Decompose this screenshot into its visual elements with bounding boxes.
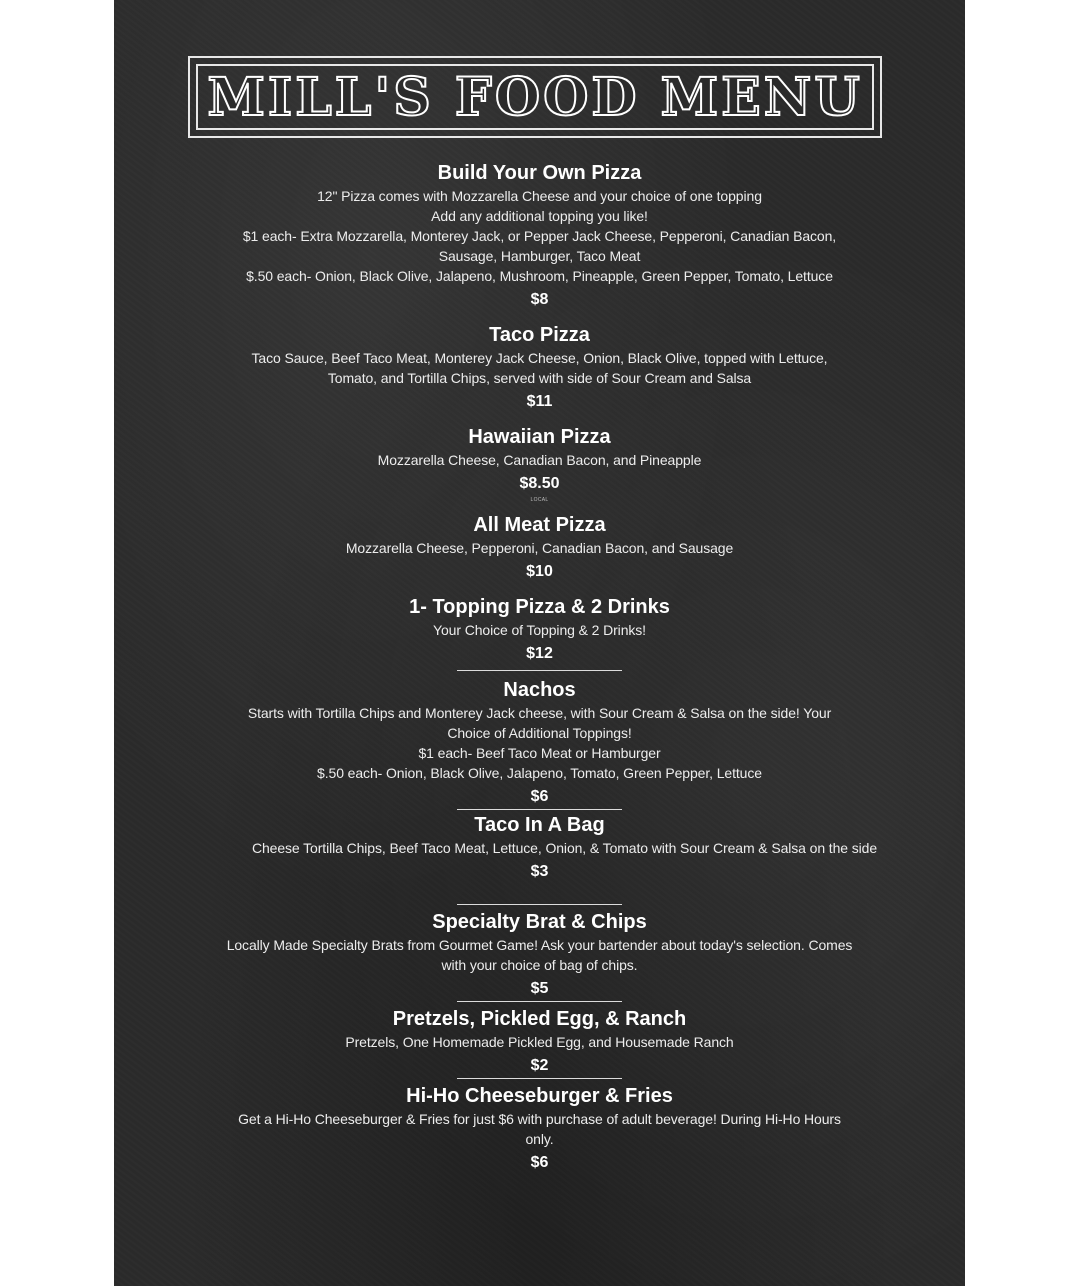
item-description: Mozzarella Cheese, Pepperoni, Canadian Bacon, and Sausage [345,540,734,556]
title-inner-border [196,64,874,130]
menu-item-taco-pizza [215,322,865,414]
item-description: Get a Hi-Ho Cheeseburger & Fries for just $6 with purchase of adult beverage! During Hi-Ho Hours only. [238,1111,841,1147]
menu-item-taco-in-a-bag [215,812,878,884]
menu-title: MILL'S FOOD MENU [207,66,863,128]
item-description: 12" Pizza comes with Mozzarella Cheese and your choice of one topping [317,188,762,204]
section-divider [457,1001,622,1002]
item-price: $10 [526,563,553,580]
menu-item-nachos [215,677,865,809]
item-name: All Meat Pizza [473,514,606,536]
item-name: Taco Pizza [489,324,590,346]
item-name: Specialty Brat & Chips [432,911,647,933]
item-description: Locally Made Specialty Brats from Gourmet Game! Ask your bartender about today's selection. Comes with your choice of bag of chips. [226,937,853,973]
section-divider [457,1078,622,1079]
section-divider [457,904,622,905]
menu-item-pretzels-pickled-egg-ranch [215,1006,865,1078]
menu-item-hawaiian-pizza [215,424,865,504]
item-price: $5 [530,980,549,997]
title-frame [188,56,882,138]
item-price: $3 [530,863,549,880]
item-description: Your Choice of Topping & 2 Drinks! [433,622,646,638]
item-name: Hawaiian Pizza [468,426,611,448]
item-description: Cheese Tortilla Chips, Beef Taco Meat, Lettuce, Onion, & Tomato with Sour Cream & Salsa on the side [251,840,878,856]
item-price: $12 [526,645,553,662]
item-description: $.50 each- Onion, Black Olive, Jalapeno, Mushroom, Pineapple, Green Pepper, Tomato, Lettuce [246,268,833,284]
menu-item-specialty-brat-chips [215,909,865,1001]
menu-list [114,160,965,1175]
section-divider [457,809,622,810]
item-price: $8 [530,291,549,308]
chalkboard-menu [114,0,965,1286]
item-price: $6 [530,788,549,805]
menu-item-all-meat-pizza [215,512,865,584]
menu-item-hi-ho-cheeseburger-fries [215,1083,865,1175]
menu-item-one-topping-pizza-drinks [215,594,865,666]
menu-item-build-your-own-pizza [215,160,865,312]
item-price: $11 [526,393,553,410]
section-divider [457,670,622,671]
item-description: $1 each- Extra Mozzarella, Monterey Jack, or Pepper Jack Cheese, Pepperoni, Canadian Bacon, Sausage, Hamburger, Taco Meat [242,228,837,264]
item-description: $.50 each- Onion, Black Olive, Jalapeno, Tomato, Green Pepper, Lettuce [317,765,762,781]
item-description: Starts with Tortilla Chips and Monterey Jack cheese, with Sour Cream & Salsa on the side! Your Choice of Additional Toppings! [247,705,832,741]
item-price: $8.50 [519,475,560,492]
item-description: $1 each- Beef Taco Meat or Hamburger [418,745,661,761]
item-description: Pretzels, One Homemade Pickled Egg, and Housemade Ranch [345,1034,734,1050]
item-name: Taco In A Bag [474,814,605,836]
item-description: Mozzarella Cheese, Canadian Bacon, and Pineapple [377,452,702,468]
item-name: Build Your Own Pizza [437,162,642,184]
item-description: Add any additional topping you like! [431,208,648,224]
local-note: LOCAL [530,497,549,503]
item-description: Taco Sauce, Beef Taco Meat, Monterey Jack Cheese, Onion, Black Olive, topped with Lettuce, Tomato, and Tortilla Chips, served with side of Sour Cream and Salsa [251,350,828,386]
item-name: 1- Topping Pizza & 2 Drinks [409,596,670,618]
item-name: Hi-Ho Cheeseburger & Fries [406,1085,673,1107]
item-price: $2 [530,1057,549,1074]
item-name: Nachos [503,679,576,701]
item-name: Pretzels, Pickled Egg, & Ranch [392,1008,687,1030]
item-price: $6 [530,1154,549,1171]
